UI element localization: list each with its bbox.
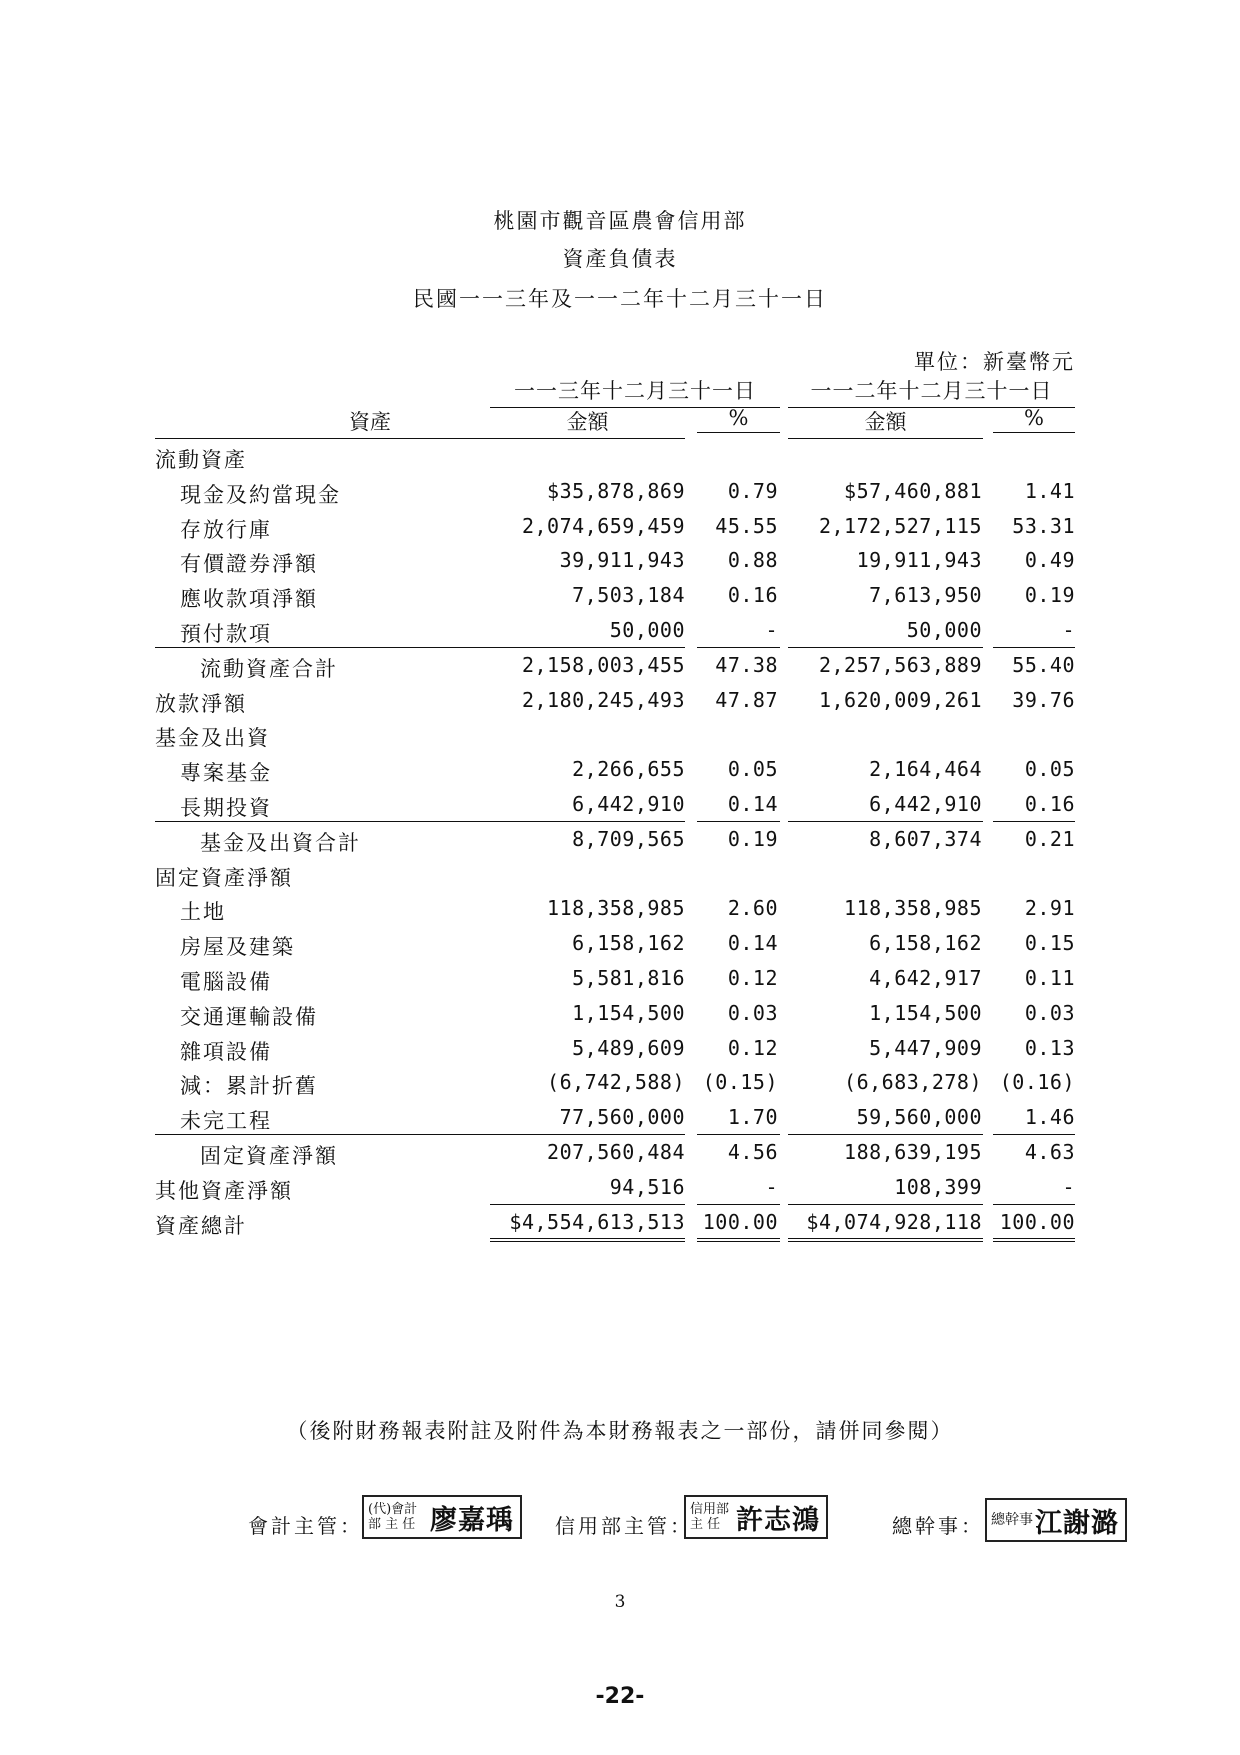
cell-percent-2023: (0.16) xyxy=(999,1070,1075,1095)
cell-percent-2024: 0.79 xyxy=(727,478,778,503)
cell-percent-2023: 4.63 xyxy=(1024,1139,1075,1164)
cell-amount-2024: 2,180,245,493 xyxy=(521,687,685,712)
double-underline-rule xyxy=(788,1238,983,1242)
underline-rule xyxy=(490,1134,685,1135)
row-label: 未完工程 xyxy=(180,1109,272,1134)
cell-amount-2023: 8,607,374 xyxy=(869,826,982,851)
balance-sheet-table xyxy=(0,440,1240,1240)
cell-amount-2024: 118,358,985 xyxy=(547,896,685,921)
general-manager-stamp xyxy=(985,1498,1127,1542)
cell-amount-2024: 50,000 xyxy=(609,617,685,642)
currency-unit: 單位：新臺幣元 xyxy=(914,350,1075,374)
inner-page-number: 3 xyxy=(614,1592,626,1612)
cell-percent-2024: 1.70 xyxy=(727,1105,778,1130)
cell-amount-2023: $57,460,881 xyxy=(844,478,982,503)
cell-amount-2024: 2,158,003,455 xyxy=(521,652,685,677)
table-row xyxy=(0,753,1240,788)
cell-amount-2023: 118,358,985 xyxy=(844,896,982,921)
cell-percent-2023: 0.49 xyxy=(1024,548,1075,573)
table-row xyxy=(0,510,1240,545)
cell-percent-2023: 0.13 xyxy=(1024,1035,1075,1060)
cell-amount-2023: 59,560,000 xyxy=(856,1105,982,1130)
cell-percent-2024: 0.12 xyxy=(727,965,778,990)
statement-title: 資產負債表 xyxy=(562,247,678,271)
cell-amount-2024: 2,266,655 xyxy=(572,757,685,782)
underline-rule xyxy=(993,1134,1075,1135)
cell-amount-2024: 5,581,816 xyxy=(572,965,685,990)
cell-percent-2024: 0.12 xyxy=(727,1035,778,1060)
footnote: （後附財務報表附註及附件為本財務報表之一部份，請併同參閱） xyxy=(286,1419,954,1443)
row-label: 現金及約當現金 xyxy=(180,482,341,507)
subtotal-rule xyxy=(155,821,490,822)
cell-amount-2024: 6,442,910 xyxy=(572,791,685,816)
stamp-title: (代)會計部 主 任 xyxy=(368,1502,418,1532)
cell-amount-2024: 5,489,609 xyxy=(572,1035,685,1060)
underline-rule xyxy=(788,1134,983,1135)
cell-percent-2024: 45.55 xyxy=(715,513,778,538)
cell-percent-2024: - xyxy=(765,617,778,642)
table-row xyxy=(0,1101,1240,1136)
cell-percent-2023: - xyxy=(1062,1174,1075,1199)
table-row xyxy=(0,892,1240,927)
cell-amount-2024: 7,503,184 xyxy=(572,583,685,608)
cell-amount-2023: 5,447,909 xyxy=(869,1035,982,1060)
cell-amount-2023: 19,911,943 xyxy=(856,548,982,573)
cell-amount-2023: 6,442,910 xyxy=(869,791,982,816)
cell-amount-2023: 6,158,162 xyxy=(869,931,982,956)
cell-percent-2023: 0.15 xyxy=(1024,931,1075,956)
cell-amount-2024: 2,074,659,459 xyxy=(521,513,685,538)
cell-percent-2023: 0.21 xyxy=(1024,826,1075,851)
cell-amount-2024: 1,154,500 xyxy=(572,1000,685,1025)
cell-percent-2024: 0.05 xyxy=(727,757,778,782)
cell-amount-2024: 94,516 xyxy=(609,1174,685,1199)
row-label: 雜項設備 xyxy=(180,1039,272,1064)
cell-percent-2024: (0.15) xyxy=(702,1070,778,1095)
cell-amount-2023: 1,620,009,261 xyxy=(818,687,982,712)
cell-percent-2024: 0.19 xyxy=(727,826,778,851)
row-label: 長期投資 xyxy=(180,795,272,820)
row-label: 資產總計 xyxy=(155,1213,247,1238)
row-label: 房屋及建築 xyxy=(180,935,295,960)
row-label: 預付款項 xyxy=(180,621,272,646)
underline-rule xyxy=(993,647,1075,648)
credit-supervisor-label: 信用部主管： xyxy=(555,1514,693,1538)
row-label: 放款淨額 xyxy=(155,691,247,716)
cell-percent-2023: - xyxy=(1062,617,1075,642)
table-row xyxy=(0,649,1240,684)
table-row xyxy=(0,544,1240,579)
table-row xyxy=(0,927,1240,962)
cell-percent-2024: - xyxy=(765,1174,778,1199)
outer-page-number: -22- xyxy=(595,1684,645,1709)
cell-amount-2024: 207,560,484 xyxy=(547,1139,685,1164)
cell-percent-2024: 47.87 xyxy=(715,687,778,712)
row-label: 專案基金 xyxy=(180,761,272,786)
subtotal-rule xyxy=(155,647,490,648)
cell-percent-2023: 53.31 xyxy=(1012,513,1075,538)
cell-percent-2023: 39.76 xyxy=(1012,687,1075,712)
cell-percent-2024: 4.56 xyxy=(727,1139,778,1164)
column-header-asset: 資產 xyxy=(155,406,585,439)
cell-percent-2024: 0.88 xyxy=(727,548,778,573)
table-row xyxy=(0,1032,1240,1067)
cell-amount-2024: 77,560,000 xyxy=(559,1105,685,1130)
cell-amount-2024: (6,742,588) xyxy=(547,1070,685,1095)
cell-amount-2024: 39,911,943 xyxy=(559,548,685,573)
row-label: 流動資產 xyxy=(155,448,247,472)
cell-amount-2023: 108,399 xyxy=(894,1174,982,1199)
cell-amount-2023: 2,172,527,115 xyxy=(818,513,982,538)
column-header-amount-2024: 金額 xyxy=(490,406,685,439)
stamp-name: 許志鴻 xyxy=(736,1504,820,1536)
row-label: 固定資產淨額 xyxy=(155,865,293,890)
general-manager-label: 總幹事： xyxy=(892,1514,984,1538)
double-underline-rule xyxy=(490,1238,685,1242)
underline-rule xyxy=(490,1204,685,1205)
accounting-supervisor-label: 會計主管： xyxy=(248,1514,363,1538)
underline-rule xyxy=(697,647,780,648)
column-header-percent-2023: % xyxy=(993,406,1075,433)
cell-percent-2024: 2.60 xyxy=(727,896,778,921)
row-label: 有價證券淨額 xyxy=(180,552,318,577)
double-underline-rule xyxy=(993,1238,1075,1242)
table-row xyxy=(0,718,1240,753)
underline-rule xyxy=(993,821,1075,822)
table-row xyxy=(0,858,1240,893)
table-row xyxy=(0,788,1240,823)
cell-amount-2023: 4,642,917 xyxy=(869,965,982,990)
subtotal-rule xyxy=(155,1134,490,1135)
cell-percent-2024: 47.38 xyxy=(715,652,778,677)
stamp-name: 廖嘉瑀 xyxy=(430,1504,514,1536)
statement-period: 民國一一三年及一一二年十二月三十一日 xyxy=(413,287,827,311)
underline-rule xyxy=(788,821,983,822)
row-label: 基金及出資 xyxy=(155,726,270,751)
stamp-title: 總幹事 xyxy=(991,1511,1033,1528)
column-header-percent-2024: % xyxy=(697,406,780,433)
cell-percent-2023: 55.40 xyxy=(1012,652,1075,677)
cell-amount-2023: 50,000 xyxy=(906,617,982,642)
cell-amount-2024: $35,878,869 xyxy=(547,478,685,503)
cell-percent-2023: 0.16 xyxy=(1024,791,1075,816)
table-row xyxy=(0,475,1240,510)
table-row xyxy=(0,962,1240,997)
underline-rule xyxy=(697,1134,780,1135)
underline-rule xyxy=(490,821,685,822)
table-row xyxy=(0,684,1240,719)
organization-name: 桃園市觀音區農會信用部 xyxy=(493,209,747,233)
cell-amount-2024: 8,709,565 xyxy=(572,826,685,851)
cell-percent-2024: 0.16 xyxy=(727,583,778,608)
row-label: 土地 xyxy=(180,900,226,925)
underline-rule xyxy=(697,821,780,822)
column-header-amount-2023: 金額 xyxy=(788,406,983,439)
cell-percent-2024: 0.14 xyxy=(727,791,778,816)
cell-percent-2023: 100.00 xyxy=(999,1209,1075,1234)
row-label: 電腦設備 xyxy=(180,969,272,994)
row-label: 基金及出資合計 xyxy=(200,830,361,855)
cell-percent-2023: 0.05 xyxy=(1024,757,1075,782)
row-label: 其他資產淨額 xyxy=(155,1178,293,1203)
credit-supervisor-stamp xyxy=(684,1495,828,1539)
cell-percent-2023: 0.03 xyxy=(1024,1000,1075,1025)
cell-percent-2023: 0.11 xyxy=(1024,965,1075,990)
table-row xyxy=(0,997,1240,1032)
cell-percent-2024: 0.14 xyxy=(727,931,778,956)
date-header-2023: 一一二年十二月三十一日 xyxy=(788,375,1075,408)
table-row xyxy=(0,823,1240,858)
cell-amount-2023: 188,639,195 xyxy=(844,1139,982,1164)
row-label: 固定資產淨額 xyxy=(200,1143,338,1168)
cell-amount-2023: (6,683,278) xyxy=(844,1070,982,1095)
cell-percent-2023: 2.91 xyxy=(1024,896,1075,921)
row-label: 存放行庫 xyxy=(180,517,272,542)
row-label: 交通運輸設備 xyxy=(180,1004,318,1029)
cell-amount-2024: $4,554,613,513 xyxy=(509,1209,685,1234)
double-underline-rule xyxy=(697,1238,780,1242)
stamp-title: 信用部 主 任 xyxy=(690,1502,730,1532)
cell-percent-2023: 1.46 xyxy=(1024,1105,1075,1130)
underline-rule xyxy=(697,1204,780,1205)
underline-rule xyxy=(788,647,983,648)
table-row xyxy=(0,1171,1240,1206)
accounting-supervisor-stamp xyxy=(362,1495,522,1539)
cell-amount-2023: $4,074,928,118 xyxy=(806,1209,982,1234)
row-label: 減：累計折舊 xyxy=(180,1074,318,1099)
stamp-name: 江謝潞 xyxy=(1035,1507,1119,1539)
table-row xyxy=(0,1206,1240,1241)
table-row xyxy=(0,1136,1240,1171)
cell-amount-2023: 7,613,950 xyxy=(869,583,982,608)
row-label: 流動資產合計 xyxy=(200,656,338,681)
cell-percent-2023: 1.41 xyxy=(1024,478,1075,503)
cell-amount-2023: 1,154,500 xyxy=(869,1000,982,1025)
cell-percent-2024: 0.03 xyxy=(727,1000,778,1025)
cell-amount-2023: 2,164,464 xyxy=(869,757,982,782)
underline-rule xyxy=(993,1204,1075,1205)
underline-rule xyxy=(490,647,685,648)
underline-rule xyxy=(788,1204,983,1205)
cell-amount-2023: 2,257,563,889 xyxy=(818,652,982,677)
table-row xyxy=(0,614,1240,649)
table-row xyxy=(0,1066,1240,1101)
cell-percent-2024: 100.00 xyxy=(702,1209,778,1234)
table-row xyxy=(0,440,1240,475)
row-label: 應收款項淨額 xyxy=(180,587,318,612)
table-row xyxy=(0,579,1240,614)
cell-percent-2023: 0.19 xyxy=(1024,583,1075,608)
cell-amount-2024: 6,158,162 xyxy=(572,931,685,956)
date-header-2024: 一一三年十二月三十一日 xyxy=(490,375,780,408)
